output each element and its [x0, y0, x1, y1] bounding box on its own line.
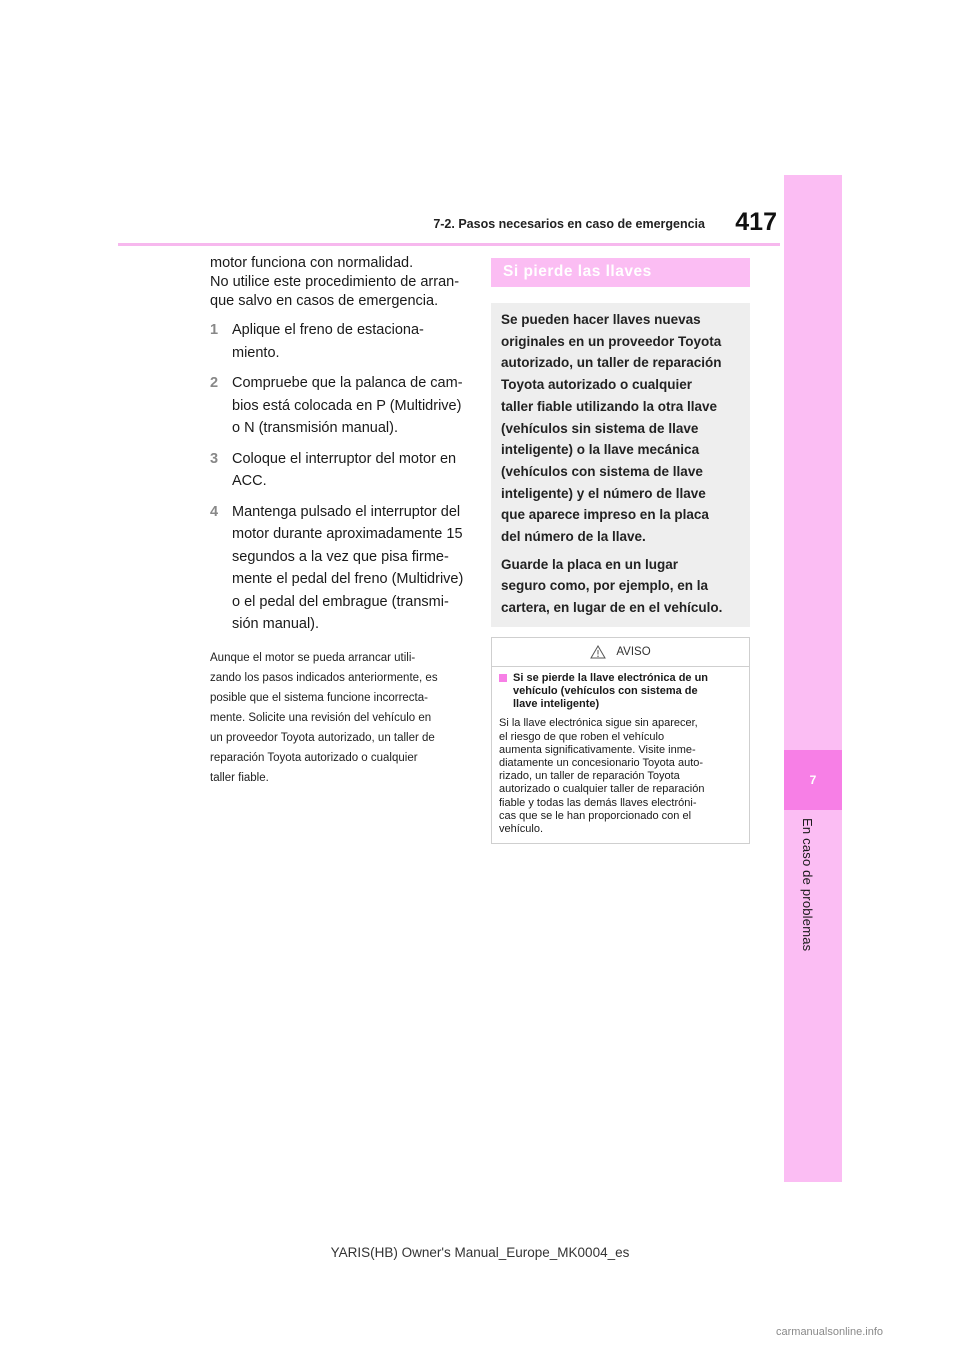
header-rule — [118, 243, 780, 246]
step-text: Aplique el freno de estaciona- miento. — [232, 322, 424, 361]
chapter-title: En caso de problemas — [800, 818, 815, 952]
info-paragraph: Se pueden hacer llaves nuevas originales en un proveedor Toyota autorizado, un taller de reparación Toyota autorizado o cualquier taller fiable utilizando la otra llave (vehículos sin sistema de llave inteligente) o la llave mecánica (vehículos con sistema de llave inteligente) y el número de llave que aparece impreso en la placa del número de la llave. — [501, 312, 722, 545]
right-column — [491, 258, 750, 844]
step-text: Coloque el interruptor del motor en ACC. — [232, 450, 457, 489]
step-text: Mantenga pulsado el interruptor del motor durante aproximadamente 15 segundos a la vez que pisa firme- mente el pedal del freno (Multidrive) o el pedal del embrague (transmi- sión manual). — [232, 503, 464, 632]
warning-label: AVISO — [616, 645, 651, 658]
step-item — [210, 372, 468, 440]
page-number: 417 — [735, 208, 777, 236]
note-text: Aunque el motor se pueda arrancar utili- zando los pasos indicados anteriormente, es posible que el sistema funcione incorrecta- mente. Solicite una revisión del vehículo en un proveedor Toyota autorizado, un taller de reparación Toyota autorizado o cualquier taller fiable. — [210, 651, 438, 784]
steps-list — [210, 319, 468, 636]
step-item — [210, 501, 468, 636]
left-column — [210, 254, 468, 799]
chapter-number: 7 — [809, 773, 817, 787]
info-box — [491, 303, 750, 627]
step-item — [210, 448, 468, 493]
step-number: 4 — [210, 503, 219, 520]
warning-body — [492, 667, 749, 843]
step-text: Compruebe que la palanca de cam- bios está colocada en P (Multidrive) o N (transmisión manual). — [232, 375, 463, 436]
side-tab-strip — [784, 175, 842, 1182]
info-paragraph: Guarde la placa en un lugar seguro como, por ejemplo, en la cartera, en lugar de en el vehículo. — [501, 556, 723, 616]
footer-manual-id: YARIS(HB) Owner's Manual_Europe_MK0004_es — [330, 1245, 630, 1260]
square-bullet-icon — [499, 674, 507, 682]
warning-box — [491, 637, 750, 844]
warning-triangle-icon — [590, 645, 606, 659]
step-number: 3 — [210, 450, 219, 467]
header-section-title: 7-2. Pasos necesarios en caso de emergencia — [433, 217, 705, 231]
chapter-tab[interactable] — [784, 750, 842, 810]
warning-text: Si la llave electrónica sigue sin aparecer, el riesgo de que roben el vehículo aumenta significativamente. Visite inme- diatamente un concesionario Toyota auto- rizado, un taller de reparación Toyota autorizado o cualquier taller de reparación fiable y todas las demás llaves electróni- cas que se le han proporcionado con el vehículo. — [499, 717, 705, 836]
warning-subheading-text: Si se pierde la llave electrónica de un vehículo (vehículos con sistema de llave inteligente) — [513, 671, 709, 711]
step-item — [210, 319, 468, 364]
warning-header — [492, 638, 749, 667]
intro-text: motor funciona con normalidad. No utilice este procedimiento de arran- que salvo en casos de emergencia. — [210, 255, 460, 309]
step-number: 2 — [210, 375, 219, 391]
step-number: 1 — [210, 322, 219, 338]
warning-subheading — [499, 672, 742, 712]
watermark: carmanualsonline.info — [776, 1326, 884, 1338]
section-heading: Si pierde las llaves — [491, 258, 750, 287]
